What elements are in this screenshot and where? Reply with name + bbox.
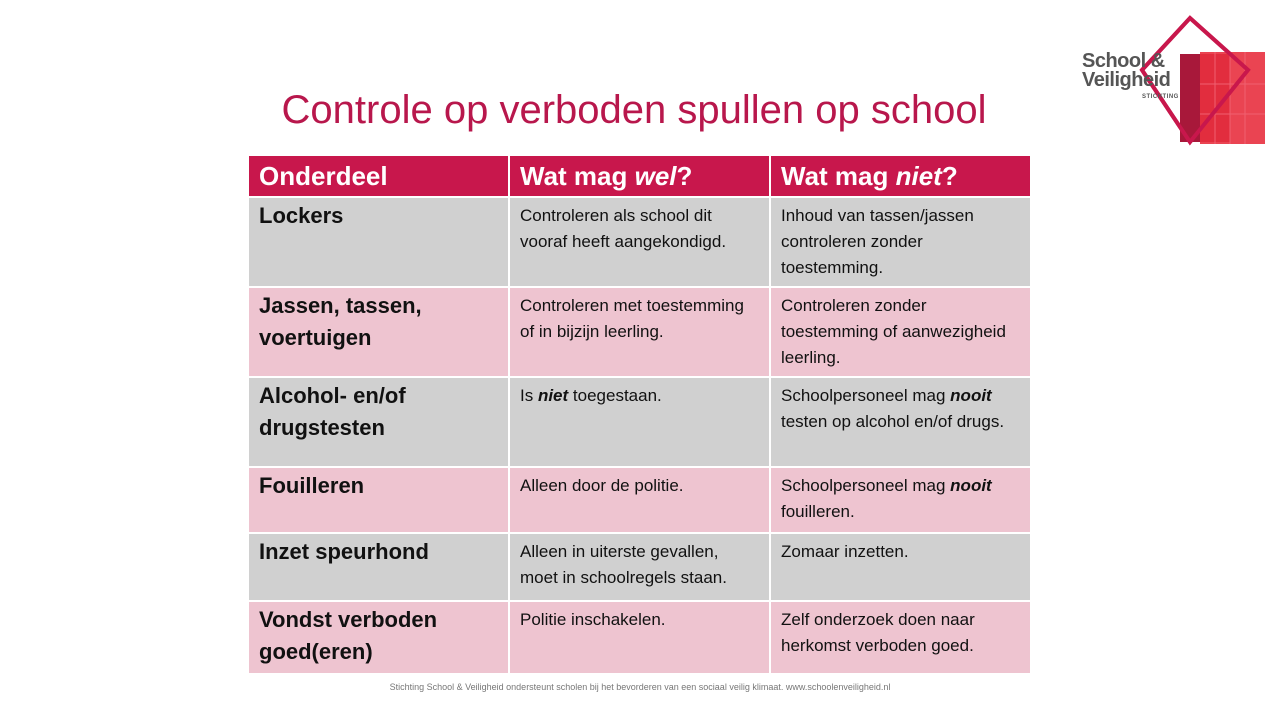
logo-line1: School & <box>1082 50 1165 72</box>
table-row <box>249 377 1030 467</box>
table-row <box>249 601 1030 673</box>
rules-table <box>249 156 1030 673</box>
cell-niet: Zelf onderzoek doen naar herkomst verboden goed. <box>770 601 1030 673</box>
slide-title: Controle op verboden spullen op school <box>281 88 987 132</box>
cell-niet-em: nooit <box>950 386 992 405</box>
cell-niet: Zomaar inzetten. <box>770 533 1030 601</box>
table-row <box>249 467 1030 533</box>
header-onderdeel: Onderdeel <box>249 156 509 197</box>
cell-niet <box>770 377 1030 467</box>
footer-text: Stichting School & Veiligheid ondersteunt scholen bij het bevorderen van een sociaal veilig klimaat. www.schoolenveiligheid.nl <box>389 682 891 692</box>
table-row <box>249 197 1030 287</box>
cell-wel: Controleren met toestemming of in bijzijn leerling. <box>509 287 770 377</box>
row-label: Alcohol- en/of drugstesten <box>249 377 509 467</box>
header-wat-mag-niet <box>770 156 1030 197</box>
header-wat-mag-wel <box>509 156 770 197</box>
cell-niet: Inhoud van tassen/jassen controleren zonder toestemming. <box>770 197 1030 287</box>
header-niet-em: niet <box>895 160 942 191</box>
cell-niet-pre: Schoolpersoneel mag <box>781 476 951 495</box>
header-wel-em: wel <box>634 160 677 191</box>
table-row <box>249 287 1030 377</box>
cell-wel: Controleren als school dit vooraf heeft aangekondigd. <box>509 197 770 287</box>
cell-wel: Politie inschakelen. <box>509 601 770 673</box>
cell-niet <box>770 467 1030 533</box>
cell-wel: Alleen door de politie. <box>509 467 770 533</box>
logo-subtitle: STICHTING <box>1142 94 1179 100</box>
header-wel-pre: Wat mag <box>520 160 635 191</box>
cell-wel-post: toegestaan. <box>568 386 662 405</box>
row-label: Fouilleren <box>249 467 509 533</box>
cell-niet-post: fouilleren. <box>781 502 855 521</box>
cell-wel: Alleen in uiterste gevallen, moet in schoolregels staan. <box>509 533 770 601</box>
cell-niet-em: nooit <box>950 476 992 495</box>
cell-niet-pre: Schoolpersoneel mag <box>781 386 951 405</box>
logo-line2: Veiligheid <box>1082 69 1171 91</box>
header-wel-post: ? <box>676 160 693 191</box>
logo-wordmark <box>1082 52 1170 90</box>
cell-wel-em: niet <box>537 386 569 405</box>
row-label: Lockers <box>249 197 509 287</box>
header-niet-pre: Wat mag <box>781 160 896 191</box>
table-row <box>249 533 1030 601</box>
header-niet-post: ? <box>941 160 958 191</box>
cell-wel-pre: Is <box>520 386 538 405</box>
cell-wel <box>509 377 770 467</box>
row-label: Vondst verboden goed(eren) <box>249 601 509 673</box>
cell-niet: Controleren zonder toestemming of aanwezigheid leerling. <box>770 287 1030 377</box>
table-header-row <box>249 156 1030 197</box>
row-label: Inzet speurhond <box>249 533 509 601</box>
row-label: Jassen, tassen, voertuigen <box>249 287 509 377</box>
cell-niet-post: testen op alcohol en/of drugs. <box>781 412 1005 431</box>
